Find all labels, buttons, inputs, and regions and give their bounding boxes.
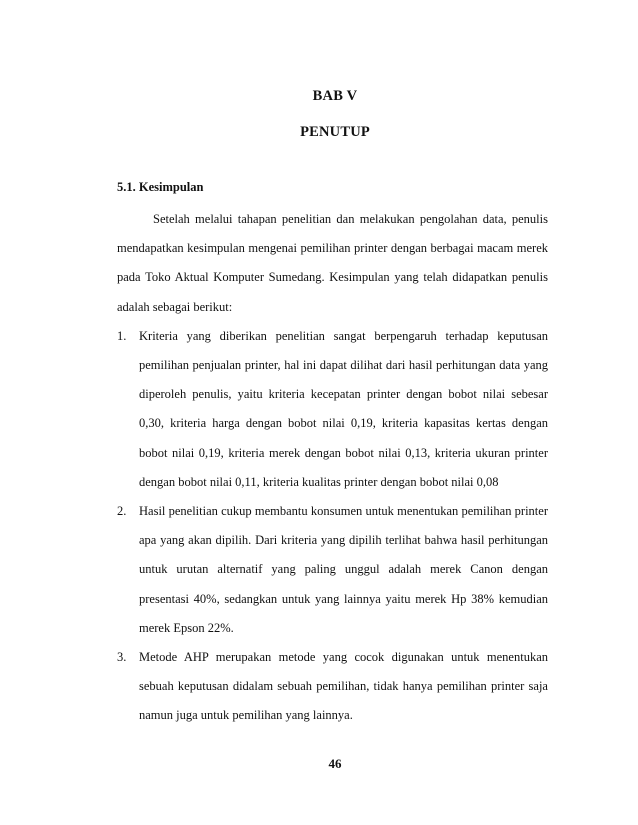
list-item-text: Hasil penelitian cukup membantu konsumen untuk menentukan pemilihan printer apa yang akan dipilih. Dari kriteria yang dipilih terlihat bahwa hasil perhitungan untuk urutan alternatif yang paling unggul adalah merek Canon dengan presentasi 40%, sedangkan untuk yang lainnya yaitu merek Hp 38% kemudian merek Epson 22%. — [139, 504, 548, 635]
list-item — [117, 497, 548, 643]
chapter-subtitle: PENUTUP — [300, 124, 370, 140]
conclusion-list — [117, 322, 548, 731]
section-body — [117, 205, 548, 731]
section-heading: 5.1. Kesimpulan — [117, 180, 204, 194]
list-item — [117, 643, 548, 731]
list-item-number: 3. — [117, 650, 127, 665]
list-item-text: Kriteria yang diberikan penelitian sangat berpengaruh terhadap keputusan pemilihan penjualan printer, hal ini dapat dilihat dari hasil perhitungan data yang diperoleh penulis, yaitu kriteria kecepatan printer dengan bobot nilai sebesar 0,30, kriteria harga dengan bobot nilai 0,19, kriteria kapasitas kertas dengan bobot nilai 0,19, kriteria merek dengan bobot nilai 0,13, kriteria ukuran printer dengan bobot nilai 0,11, kriteria kualitas printer dengan bobot nilai 0,08 — [139, 328, 548, 489]
list-item-text: Metode AHP merupakan metode yang cocok digunakan untuk menentukan sebuah keputusan didalam sebuah pemilihan, tidak hanya pemilihan printer saja namun juga untuk pemilihan yang lainnya. — [139, 650, 548, 723]
list-item-number: 1. — [117, 328, 127, 343]
list-item-number: 2. — [117, 504, 127, 519]
intro-paragraph: Setelah melalui tahapan penelitian dan melakukan pengolahan data, penulis mendapatkan kesimpulan mengenai pemilihan printer dengan berbagai macam merek pada Toko Aktual Komputer Sumedang. Kesimpulan yang telah didapatkan penulis adalah sebagai berikut: — [117, 212, 548, 314]
list-item — [117, 322, 548, 497]
chapter-title: BAB V — [312, 88, 358, 104]
page-number: 46 — [328, 756, 342, 771]
